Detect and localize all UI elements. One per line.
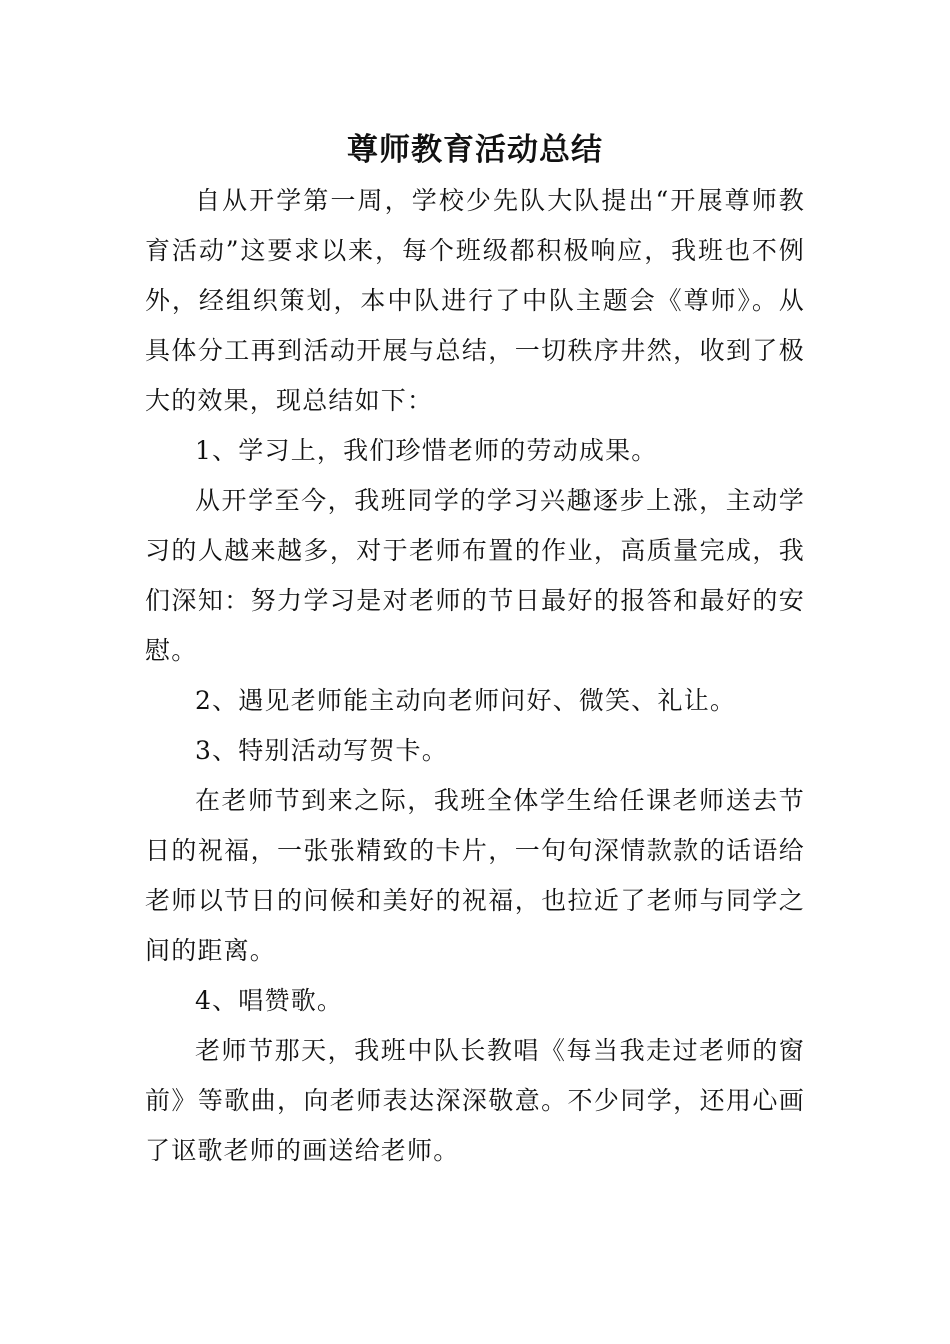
section-heading-1: 1、学习上，我们珍惜老师的劳动成果。	[195, 436, 658, 465]
document-title: 尊师教育活动总结	[347, 132, 603, 168]
section-paragraph-3: 在老师节到来之际，我班全体学生给任课老师送去节日的祝福，一张张精致的卡片，一句句深情款款的话语给老师以节日的问候和美好的祝福，也拉近了老师与同学之间的距离。	[145, 786, 805, 965]
section-heading-4: 4、唱赞歌。	[195, 986, 344, 1015]
section-heading-3: 3、特别活动写贺卡。	[195, 736, 448, 765]
section-paragraph-4: 老师节那天，我班中队长教唱《每当我走过老师的窗前》等歌曲，向老师表达深深敬意。不少同学，还用心画了讴歌老师的画送给老师。	[145, 1036, 805, 1165]
section-paragraph-1: 从开学至今，我班同学的学习兴趣逐步上涨，主动学习的人越来越多，对于老师布置的作业，高质量完成，我们深知：努力学习是对老师的节日最好的报答和最好的安慰。	[145, 486, 805, 665]
intro-paragraph: 自从开学第一周，学校少先队大队提出“开展尊师教育活动”这要求以来，每个班级都积极响应，我班也不例外，经组织策划，本中队进行了中队主题会《尊师》。从具体分工再到活动开展与总结，一切秩序井然，收到了极大的效果，现总结如下：	[145, 186, 805, 415]
document-page	[145, 128, 805, 1176]
section-heading-2: 2、遇见老师能主动向老师问好、微笑、礼让。	[195, 686, 737, 715]
